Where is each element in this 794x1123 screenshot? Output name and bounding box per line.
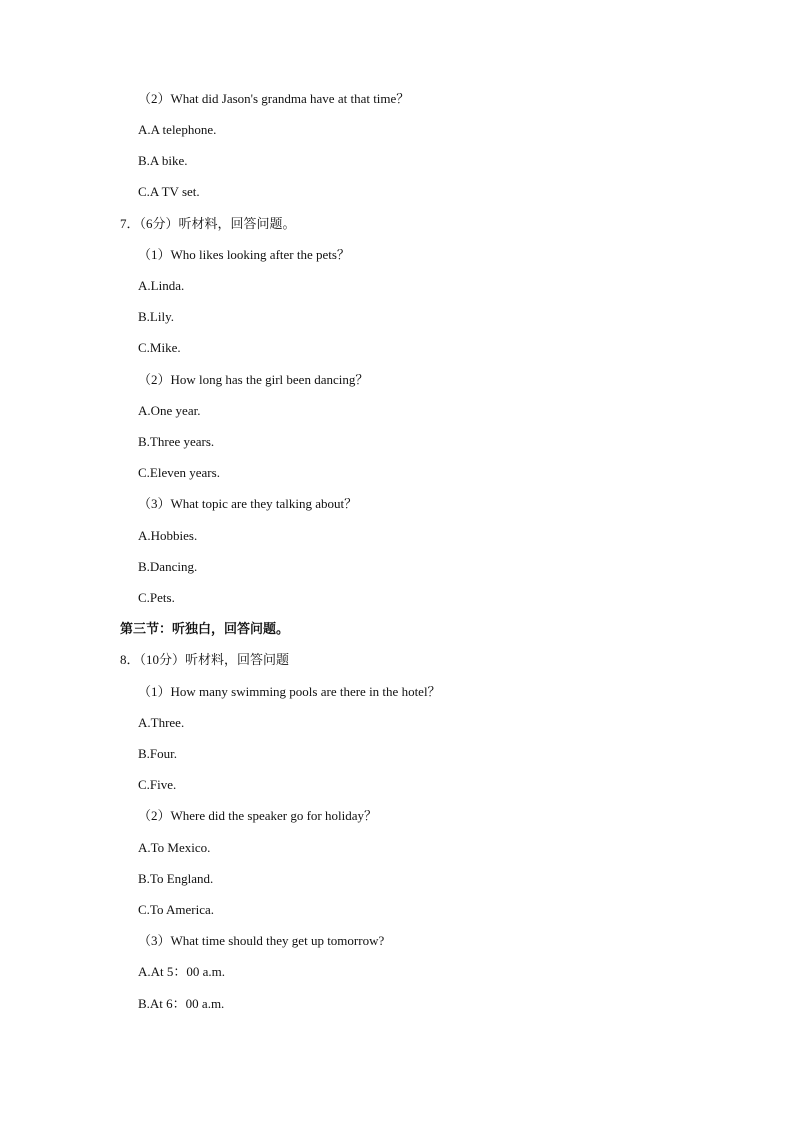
answer-option: B.Dancing. xyxy=(138,559,198,574)
answer-option: A.At 5：00 a.m. xyxy=(138,964,226,979)
question-text: （3）What time should they get up tomorrow? xyxy=(138,933,385,948)
answer-option: B.Lily. xyxy=(138,309,174,324)
answer-option: C.A TV set. xyxy=(138,184,200,199)
answer-option: B.Four. xyxy=(138,746,178,761)
question-text: （2）What did Jason's grandma have at that time？ xyxy=(138,91,410,106)
answer-option: C.Five. xyxy=(138,777,177,792)
answer-option: C.Mike. xyxy=(138,340,181,355)
answer-option: A.Three. xyxy=(138,715,185,730)
question-text: （1）Who likes looking after the pets？ xyxy=(138,247,350,262)
answer-option: C.Eleven years. xyxy=(138,465,220,480)
question-text: （3）What topic are they talking about？ xyxy=(138,496,358,511)
answer-option: A.Hobbies. xyxy=(138,528,198,543)
answer-option: B.Three years. xyxy=(138,434,215,449)
question-text: （1）How many swimming pools are there in the hotel？ xyxy=(138,684,441,699)
section-heading: 第三节：听独白，回答问题。 xyxy=(120,621,290,636)
answer-option: C.To America. xyxy=(138,902,214,917)
answer-option: B.To England. xyxy=(138,871,214,886)
question-heading: 8．（10分）听材料，回答问题 xyxy=(120,652,290,667)
answer-option: A.One year. xyxy=(138,403,201,418)
question-text: （2）How long has the girl been dancing？ xyxy=(138,372,369,387)
answer-option: B.At 6：00 a.m. xyxy=(138,996,225,1011)
answer-option: A.To Mexico. xyxy=(138,840,211,855)
answer-option: B.A bike. xyxy=(138,153,188,168)
question-heading: 7．（6分）听材料，回答问题。 xyxy=(120,216,296,231)
question-text: （2）Where did the speaker go for holiday？ xyxy=(138,808,377,823)
answer-option: A.A telephone. xyxy=(138,122,217,137)
answer-option: A.Linda. xyxy=(138,278,185,293)
answer-option: C.Pets. xyxy=(138,590,175,605)
